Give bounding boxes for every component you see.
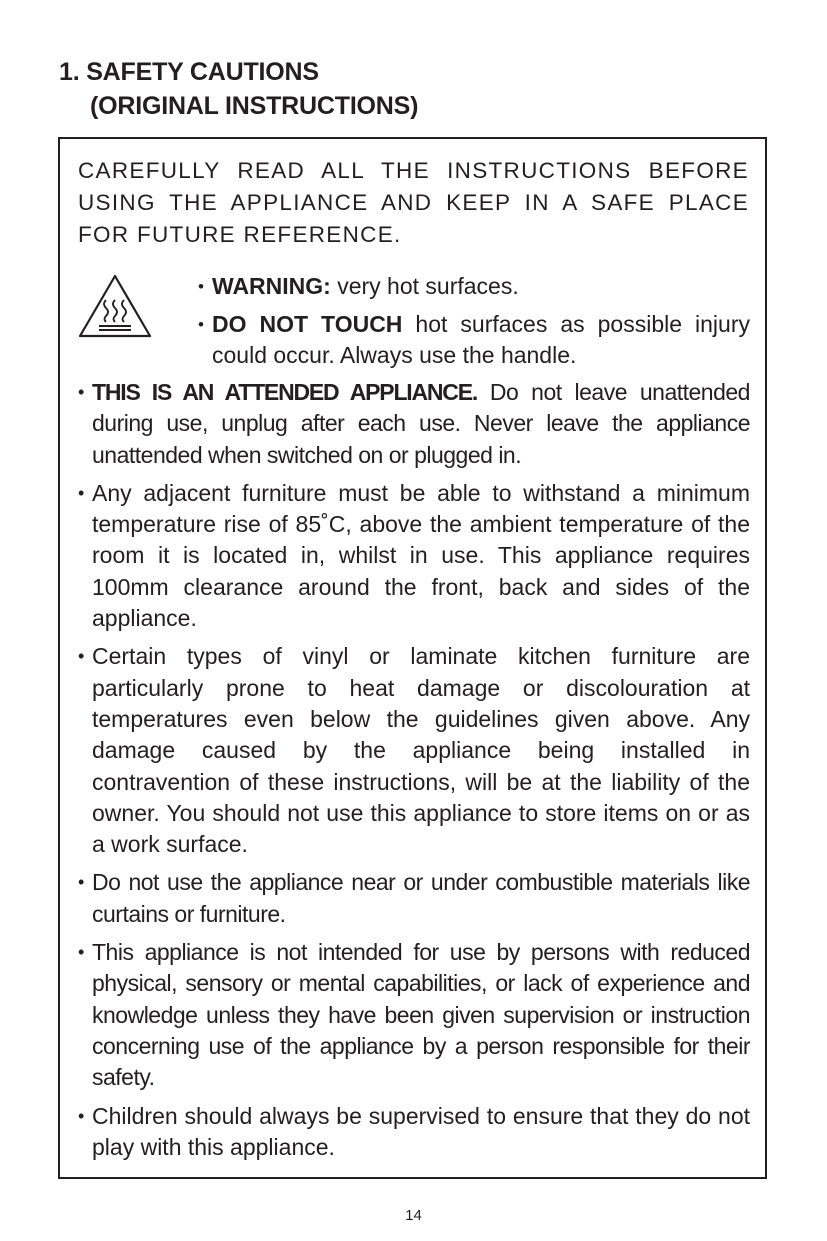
intro-text: CAREFULLY READ ALL THE INSTRUCTIONS BEFORE USING THE APPLIANCE AND KEEP IN A SAFE PLACE FOR FUTURE REFERENCE.: [78, 158, 749, 247]
caution-item: [78, 937, 750, 1093]
caution-item: [78, 641, 750, 860]
caution-label: THIS IS AN ATTENDED APPLIANCE.: [92, 379, 478, 405]
caution-text: Do not use the appliance near or under combustible materials like curtains or furniture.: [92, 869, 750, 927]
safety-box: [58, 137, 767, 1179]
bullet: •: [78, 382, 85, 402]
warning-label: WARNING:: [212, 273, 331, 299]
bullet: •: [198, 315, 204, 334]
caution-text: Children should always be supervised to ensure that they do not play with this appliance.: [92, 1102, 750, 1160]
warning-label: DO NOT TOUCH: [212, 311, 403, 337]
heading-line-2: (ORIGINAL INSTRUCTIONS): [90, 92, 419, 120]
bullet: •: [78, 872, 85, 893]
caution-item: [78, 377, 750, 471]
warning-list: [198, 271, 750, 378]
hot-surface-warning-icon: [77, 273, 153, 339]
warning-item: [198, 309, 750, 371]
bullet: •: [198, 277, 204, 296]
section-heading: [59, 55, 418, 123]
caution-item: [78, 1101, 750, 1164]
caution-text: This appliance is not intended for use by persons with reduced physical, sensory or mental capabilities, or lack of experience and knowledge unless they have been given supervision or instruction concerning use of the appliance by a person responsible for their safety.: [92, 939, 750, 1091]
warning-text: very hot surfaces.: [330, 273, 519, 299]
heading-line-1: 1. SAFETY CAUTIONS: [59, 58, 319, 86]
caution-text: Certain types of vinyl or laminate kitchen furniture are particularly prone to heat damage or discolouration at temperatures even below the guidelines given above. Any damage caused by the appliance being installed in contravention of these instructions, will be at the liability of the owner. You should not use this appliance to store items on or as a work surface.: [92, 643, 750, 858]
page-number: 14: [405, 1207, 422, 1224]
caution-text: Any adjacent furniture must be able to withstand a minimum temperature rise of 85˚C, above the ambient temperature of the room it is located in, whilst in use. This appliance requires 100mm clearance around the front, back and sides of the appliance.: [92, 479, 750, 632]
bullet: •: [78, 646, 85, 667]
caution-item: [78, 867, 750, 930]
bullet: •: [78, 1105, 85, 1126]
bullet: •: [78, 482, 85, 503]
bullet: •: [78, 942, 85, 963]
caution-text: Do not leave unattended during use, unplug after each use. Never leave the appliance unattended when switched on or plugged in.: [92, 379, 750, 468]
caution-list: [78, 377, 750, 1170]
caution-item: [78, 478, 750, 634]
warning-item: [198, 271, 750, 302]
warning-text: hot surfaces as possible injury could occur. Always use the handle.: [212, 311, 750, 368]
